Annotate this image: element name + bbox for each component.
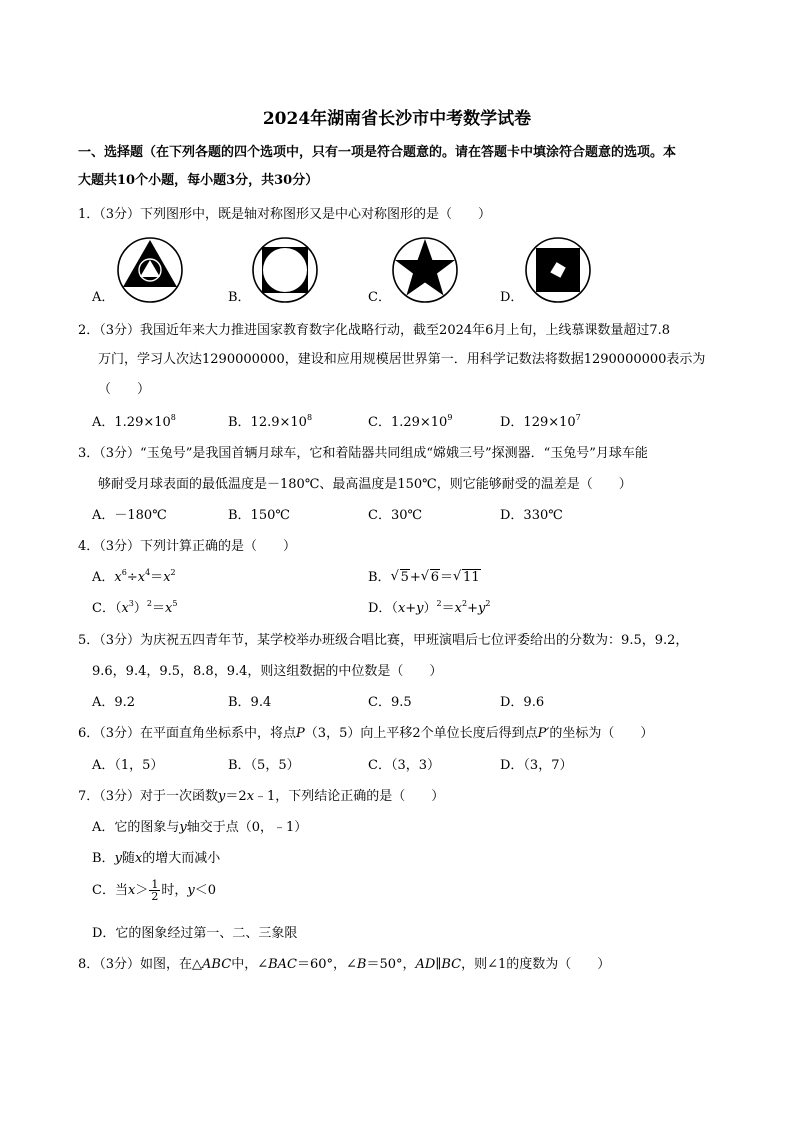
circle-square-diamond-icon — [524, 236, 592, 304]
q3-stem-line2: 够耐受月球表面的最低温度是－180℃、最高温度是150℃，则它能够耐受的温差是（ ） — [98, 477, 632, 492]
q6-option-d: D．（3，7） — [500, 758, 573, 773]
q8-stem: 8．（3分）如图，在△ABC中，∠BAC＝60°，∠B＝50°，AD∥BC，则∠1的度数为（ ） — [78, 957, 611, 972]
q7-option-d: D．它的图象经过第一、二、三象限 — [92, 926, 298, 941]
q2-stem-line3: （ ） — [98, 382, 151, 397]
q2-stem-line1: 2．（3分）我国近年来大力推进国家教育数字化战略行动，截至2024年6月上旬，上线慕课数量超过7.8 — [78, 323, 671, 338]
q4-option-d: D．$(x+y)^2=x^2+y^2$ — [368, 599, 491, 616]
q4-stem: 4．（3分）下列计算正确的是（ ） — [78, 539, 297, 554]
q4-option-a: A．$x^6\div x^4=x^2$ — [92, 568, 176, 585]
q3-option-d: D．330℃ — [500, 508, 563, 523]
q3-stem-line1: 3．（3分）“玉兔号”是我国首辆月球车，它和着陆器共同组成“嫦娥三号”探测器．“玉兔号”月球车能 — [78, 446, 648, 461]
q5-option-d: D．9.6 — [500, 695, 545, 710]
q5-option-a: A．9.2 — [92, 695, 136, 710]
q3-option-a: A．－180℃ — [92, 508, 167, 523]
q4-option-c: C．$(x^3)^2=x^5$ — [92, 599, 178, 616]
section-heading-line2: 大题共10个小题，每小题3分，共30分） — [78, 173, 319, 188]
q2-stem-line2: 万门，学习人次达1290000000，建设和应用规模居世界第一．用科学记数法将数据1290000000表示为 — [98, 352, 706, 367]
q3-option-c: C．30℃ — [368, 508, 423, 523]
q3-option-b: B．150℃ — [228, 508, 290, 523]
q6-stem: 6．（3分）在平面直角坐标系中，将点P（3，5）向上平移2个单位长度后得到点P′的坐标为（ ） — [78, 726, 654, 741]
q7-stem: 7．（3分）对于一次函数y＝2x﹣1，下列结论正确的是（ ） — [78, 789, 445, 804]
q2-option-d: D．$129\times 10^7$ — [500, 413, 581, 430]
circle-square-arcs-icon — [251, 236, 319, 304]
q6-option-c: C．（3，3） — [368, 758, 440, 773]
q1-option-d-label: D． — [500, 290, 524, 305]
q6-option-a: A．（1，5） — [92, 758, 164, 773]
circle-triangle-icon — [116, 236, 184, 304]
q2-option-c: C．$1.29\times 10^9$ — [368, 413, 453, 430]
q7-option-b: B．y随x的增大而减小 — [92, 851, 221, 866]
circle-star-icon — [391, 236, 459, 304]
q4-option-b: B．√ 5+√ 6＝√ 11 — [368, 569, 481, 587]
q2-option-b: B．$12.9\times 10^8$ — [228, 413, 313, 430]
q1-option-c-label: C． — [368, 290, 391, 305]
q5-option-b: B．9.4 — [228, 695, 272, 710]
q1-option-b-label: B． — [228, 290, 251, 305]
q6-option-b: B．（5，5） — [228, 758, 300, 773]
q5-stem-line2: 9.6，9.4，9.5，8.8，9.4，则这组数据的中位数是（ ） — [92, 664, 443, 679]
q1-stem: 1．（3分）下列图形中，既是轴对称图形又是中心对称图形的是（ ） — [78, 207, 492, 222]
q5-stem-line1: 5．（3分）为庆祝五四青年节，某学校举办班级合唱比赛，甲班演唱后七位评委给出的分数为：9.5，9.2， — [78, 633, 689, 648]
q7-option-a: A．它的图象与y轴交于点（0，﹣1） — [92, 820, 308, 835]
fraction-one-half: $\frac{1}{2}$ — [151, 878, 159, 903]
q1-option-a-label: A． — [92, 290, 115, 305]
q2-option-a: A．$1.29\times 10^8$ — [92, 413, 176, 430]
q5-option-c: C．9.5 — [368, 695, 412, 710]
section-heading-line1: 一、选择题（在下列各题的四个选项中，只有一项是符合题意的。请在答题卡中填涂符合题意的选项。本 — [78, 145, 677, 160]
q7-option-c: C．当x＞ $\frac{1}{2}$ 时，y＜0 — [92, 878, 216, 903]
page-title: 2024年湖南省长沙市中考数学试卷 — [262, 109, 532, 129]
